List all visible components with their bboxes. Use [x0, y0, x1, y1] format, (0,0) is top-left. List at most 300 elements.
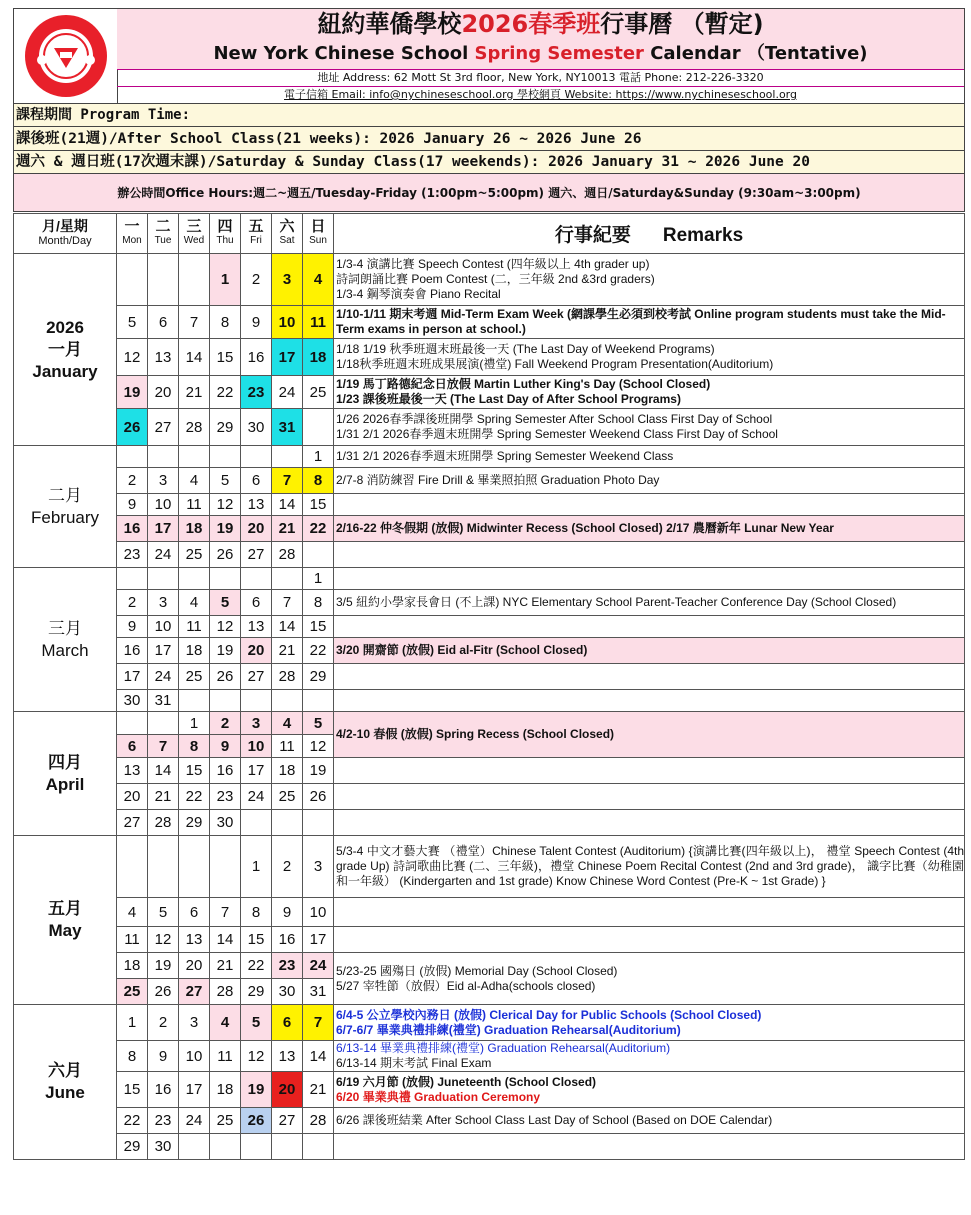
day-cell: 27: [241, 664, 272, 690]
day-cell: 15: [303, 494, 334, 516]
day-cell: 10: [148, 494, 179, 516]
day-cell: [210, 690, 241, 712]
weekday-cn: 五: [248, 217, 264, 235]
week-row: [14, 376, 965, 409]
day-cell: 19: [210, 638, 241, 664]
day-cell: 31: [303, 979, 334, 1005]
remark-line: 1/3-4 演講比賽 Speech Contest (四年級以上 4th grader up): [336, 257, 650, 271]
day-cell: 3: [148, 590, 179, 616]
week-row: [14, 306, 965, 339]
day-cell: 9: [117, 616, 148, 638]
day-cell: 20: [148, 376, 179, 409]
week-row: [14, 1108, 965, 1134]
day-cell: 13: [241, 616, 272, 638]
day-cell: 13: [272, 1041, 303, 1072]
day-cell: 8: [117, 1041, 148, 1072]
week-row: [14, 254, 965, 306]
weekday-header: [210, 214, 241, 254]
day-cell: 30: [241, 409, 272, 446]
day-cell: 17: [303, 927, 334, 953]
week-row: [14, 664, 965, 690]
day-cell: [148, 254, 179, 306]
day-cell: 18: [179, 638, 210, 664]
day-cell: [241, 690, 272, 712]
month-cell: [14, 1005, 117, 1160]
week-row: [14, 836, 965, 898]
day-cell: 7: [272, 590, 303, 616]
email-website-line: 電子信箱 Email: info@nychineseschool.org 學校網頁 Website: https://www.nychineseschool.org: [284, 88, 797, 101]
remark-line: 2/7-8 消防練習 Fire Drill & 畢業照拍照 Graduation Photo Day: [336, 473, 660, 487]
day-cell: 12: [148, 927, 179, 953]
week-row: [14, 590, 965, 616]
day-cell: 7: [148, 735, 179, 758]
weekday-cn: 日: [310, 217, 326, 235]
day-cell: 8: [179, 735, 210, 758]
remarks-cell: [334, 494, 965, 516]
day-cell: 6: [148, 306, 179, 339]
day-cell: 10: [272, 306, 303, 339]
day-cell: [117, 836, 148, 898]
day-cell: 30: [148, 1134, 179, 1160]
day-cell: 22: [210, 376, 241, 409]
day-cell: [148, 568, 179, 590]
day-cell: 28: [210, 979, 241, 1005]
weekday-header: [179, 214, 210, 254]
day-cell: 1: [303, 568, 334, 590]
month-name-cn: 一月: [48, 339, 82, 359]
remarks-cell: [334, 712, 965, 758]
day-cell: 10: [179, 1041, 210, 1072]
day-cell: [210, 446, 241, 468]
day-cell: 17: [272, 339, 303, 376]
calendar-table: [13, 213, 965, 1160]
weekday-header: [272, 214, 303, 254]
weekday-en: Fri: [250, 234, 262, 246]
remarks-cell: [334, 784, 965, 810]
day-cell: 23: [210, 784, 241, 810]
day-cell: 6: [241, 468, 272, 494]
day-cell: 5: [210, 468, 241, 494]
day-cell: 15: [117, 1072, 148, 1108]
day-cell: 16: [148, 1072, 179, 1108]
month-name-en: March: [41, 640, 89, 660]
day-cell: [272, 446, 303, 468]
day-cell: [179, 446, 210, 468]
month-cell: [14, 712, 117, 836]
day-cell: 22: [179, 784, 210, 810]
day-cell: 30: [210, 810, 241, 836]
month-header-cn: 月/星期: [42, 217, 88, 234]
remarks-cell: [334, 1108, 965, 1134]
month-name-cn: 二月: [48, 485, 82, 505]
remarks-cell: [334, 664, 965, 690]
day-cell: 8: [241, 898, 272, 927]
day-cell: [272, 1134, 303, 1160]
remarks-cell: [334, 898, 965, 927]
day-cell: 21: [148, 784, 179, 810]
day-cell: 19: [210, 516, 241, 542]
day-cell: 19: [117, 376, 148, 409]
day-cell: 16: [210, 758, 241, 784]
remark-line: 1/26 2026春季課後班開學 Spring Semester After School Class First Day of School: [336, 412, 773, 426]
week-row: [14, 409, 965, 446]
month-cell: [14, 836, 117, 1005]
day-cell: 9: [272, 898, 303, 927]
weekday-header: [303, 214, 334, 254]
office-hours: 辦公時間Office Hours:週二~週五/Tuesday-Friday (1:00pm~5:00pm) 週六、週日/Saturday&Sunday (9:30am~3:00pm): [13, 174, 965, 212]
day-cell: 28: [272, 542, 303, 568]
day-cell: [210, 1134, 241, 1160]
month-name-en: June: [45, 1083, 85, 1102]
day-cell: 3: [241, 712, 272, 735]
day-cell: 29: [241, 979, 272, 1005]
day-cell: 14: [303, 1041, 334, 1072]
weekday-en: Mon: [122, 234, 142, 246]
day-cell: 18: [117, 953, 148, 979]
day-cell: 15: [179, 758, 210, 784]
day-cell: [179, 836, 210, 898]
day-cell: [179, 690, 210, 712]
week-row: [14, 616, 965, 638]
remark-line: 5/23-25 國殤日 (放假) Memorial Day (School Closed): [336, 963, 618, 978]
day-cell: 19: [241, 1072, 272, 1108]
day-cell: 27: [148, 409, 179, 446]
day-cell: 29: [117, 1134, 148, 1160]
day-cell: 20: [179, 953, 210, 979]
day-cell: 12: [210, 494, 241, 516]
remark-line: 1/23 課後班最後一天 (The Last Day of After School Programs): [336, 392, 681, 406]
day-cell: 28: [179, 409, 210, 446]
week-row: [14, 712, 965, 735]
day-cell: 13: [179, 927, 210, 953]
day-cell: 16: [117, 516, 148, 542]
month-name-cn: 五月: [48, 899, 82, 918]
day-cell: 31: [272, 409, 303, 446]
day-cell: 1: [117, 1005, 148, 1041]
remark-line: 6/19 六月節 (放假) Juneteenth (School Closed): [336, 1074, 597, 1089]
day-cell: 9: [210, 735, 241, 758]
day-cell: [241, 810, 272, 836]
day-cell: 21: [210, 953, 241, 979]
remark-line: 1/18秋季班週末班成果展演(禮堂) Fall Weekend Program Presentation(Auditorium): [336, 357, 774, 371]
day-cell: [303, 690, 334, 712]
remarks-header-en: Remarks: [662, 225, 744, 246]
day-cell: 10: [148, 616, 179, 638]
day-cell: 22: [117, 1108, 148, 1134]
day-cell: 4: [179, 590, 210, 616]
day-cell: [210, 836, 241, 898]
remarks-cell: [334, 1005, 965, 1041]
week-row: [14, 953, 965, 979]
remarks-header-cn: 行事紀要: [554, 225, 631, 246]
day-cell: 12: [117, 339, 148, 376]
day-cell: 6: [272, 1005, 303, 1041]
remarks-cell: [334, 409, 965, 446]
weekday-en: Sun: [309, 234, 327, 246]
day-cell: 17: [117, 664, 148, 690]
table-header-row: [14, 214, 965, 254]
weekday-cn: 四: [217, 217, 233, 235]
month-name-en: April: [45, 774, 85, 794]
month-name-en: February: [30, 507, 100, 527]
remarks-cell: [334, 1072, 965, 1108]
remarks-cell: [334, 1134, 965, 1160]
day-cell: [117, 254, 148, 306]
week-row: [14, 568, 965, 590]
day-cell: 3: [179, 1005, 210, 1041]
remark-line: 6/7-6/7 畢業典禮排練(禮堂) Graduation Rehearsal(Auditorium): [336, 1022, 681, 1037]
day-cell: 29: [210, 409, 241, 446]
week-row: [14, 516, 965, 542]
day-cell: 19: [303, 758, 334, 784]
day-cell: 25: [210, 1108, 241, 1134]
remarks-cell: [334, 568, 965, 590]
after-school-dates: 課後班(21週)/After School Class(21 weeks): 2026 January 26 ~ 2026 June 26: [13, 127, 965, 151]
day-cell: 6: [117, 735, 148, 758]
remarks-cell: [334, 836, 965, 898]
remark-line: 詩詞朗誦比賽 Poem Contest (二，三年級 2nd &3rd graders): [336, 272, 655, 286]
week-row: [14, 784, 965, 810]
day-cell: 12: [241, 1041, 272, 1072]
day-cell: 3: [303, 836, 334, 898]
month-header-en: Month/Day: [38, 234, 92, 247]
remarks-cell: [334, 810, 965, 836]
day-cell: 11: [303, 306, 334, 339]
remarks-cell: [334, 953, 965, 1005]
title-chinese: 紐約華僑學校2026春季班行事曆 （暫定): [117, 9, 964, 40]
weekday-header: [241, 214, 272, 254]
day-cell: 28: [303, 1108, 334, 1134]
month-name-en: May: [48, 921, 82, 940]
day-cell: 24: [272, 376, 303, 409]
day-cell: 22: [303, 638, 334, 664]
day-cell: 24: [148, 664, 179, 690]
day-cell: 25: [117, 979, 148, 1005]
day-cell: 6: [241, 590, 272, 616]
month-name-en: January: [32, 361, 98, 381]
remarks-cell: [334, 468, 965, 494]
day-cell: [179, 568, 210, 590]
day-cell: 19: [148, 953, 179, 979]
header-block: [13, 8, 965, 104]
remarks-header: [334, 214, 965, 254]
day-cell: 23: [272, 953, 303, 979]
day-cell: [303, 409, 334, 446]
week-row: [14, 542, 965, 568]
remark-line: 1/19 馬丁路德紀念日放假 Martin Luther King's Day (School Closed): [336, 377, 711, 391]
day-cell: 24: [241, 784, 272, 810]
remark-line: 1/18 1/19 秋季班週末班最後一天 (The Last Day of Weekend Programs): [336, 342, 715, 356]
day-cell: 17: [179, 1072, 210, 1108]
day-cell: 26: [148, 979, 179, 1005]
day-cell: [241, 446, 272, 468]
title-english: New York Chinese School Spring Semester Calendar （Tentative): [117, 39, 964, 70]
day-cell: 2: [117, 468, 148, 494]
remarks-cell: [334, 616, 965, 638]
week-row: [14, 1005, 965, 1041]
day-cell: 14: [179, 339, 210, 376]
day-cell: 7: [179, 306, 210, 339]
day-cell: 14: [148, 758, 179, 784]
weekday-en: Wed: [183, 234, 205, 246]
remarks-cell: [334, 339, 965, 376]
day-cell: 14: [210, 927, 241, 953]
day-cell: 30: [272, 979, 303, 1005]
day-cell: 2: [241, 254, 272, 306]
day-cell: 14: [272, 616, 303, 638]
week-row: [14, 690, 965, 712]
day-cell: 2: [117, 590, 148, 616]
day-cell: 22: [241, 953, 272, 979]
remarks-cell: [334, 306, 965, 339]
remark-line: 3/5 紐約小學家長會日 (不上課) NYC Elementary School Parent-Teacher Conference Day (School Closed): [336, 595, 897, 609]
school-logo: [14, 9, 118, 103]
day-cell: 28: [148, 810, 179, 836]
day-cell: 21: [272, 516, 303, 542]
remarks-cell: [334, 1041, 965, 1072]
day-cell: 14: [272, 494, 303, 516]
remarks-cell: [334, 590, 965, 616]
day-cell: 16: [272, 927, 303, 953]
remarks-cell: [334, 516, 965, 542]
day-cell: [241, 1134, 272, 1160]
day-cell: 21: [272, 638, 303, 664]
day-cell: 5: [210, 590, 241, 616]
day-cell: 26: [303, 784, 334, 810]
day-cell: [179, 254, 210, 306]
remark-line: 1/31 2/1 2026春季週末班開學 Spring Semester Weekend Class First Day of School: [336, 427, 778, 441]
remarks-cell: [334, 254, 965, 306]
day-cell: 21: [179, 376, 210, 409]
school-logo-icon: [20, 12, 112, 100]
month-cell: [14, 254, 117, 446]
day-cell: 3: [272, 254, 303, 306]
day-cell: 11: [117, 927, 148, 953]
day-cell: 7: [272, 468, 303, 494]
day-cell: [148, 446, 179, 468]
remark-line: 4/2-10 春假 (放假) Spring Recess (School Closed): [336, 727, 615, 741]
day-cell: [272, 810, 303, 836]
day-cell: 15: [303, 616, 334, 638]
day-cell: 17: [148, 516, 179, 542]
address-line: 地址 Address: 62 Mott St 3rd floor, New York, NY10013 電話 Phone: 212-226-3320: [117, 69, 964, 87]
remarks-cell: [334, 638, 965, 664]
day-cell: 12: [210, 616, 241, 638]
day-cell: [117, 446, 148, 468]
day-cell: 26: [210, 542, 241, 568]
remark-line: 6/13-14 畢業典禮排練(禮堂) Graduation Rehearsal(Auditorium): [336, 1041, 671, 1055]
remarks-cell: [334, 690, 965, 712]
remarks-cell: [334, 376, 965, 409]
month-name-cn: 六月: [48, 1061, 82, 1080]
weekday-cn: 三: [186, 217, 202, 235]
day-cell: 4: [303, 254, 334, 306]
weekend-dates: 週六 & 週日班(17次週末課)/Saturday & Sunday Class(17 weekends): 2026 January 31 ~ 2026 June 20: [13, 151, 965, 174]
day-cell: 28: [272, 664, 303, 690]
day-cell: 21: [303, 1072, 334, 1108]
day-cell: 15: [241, 927, 272, 953]
day-cell: 1: [179, 712, 210, 735]
day-cell: 10: [241, 735, 272, 758]
day-cell: 5: [117, 306, 148, 339]
day-cell: 17: [148, 638, 179, 664]
day-cell: 10: [303, 898, 334, 927]
day-cell: 23: [148, 1108, 179, 1134]
day-cell: 4: [179, 468, 210, 494]
day-cell: 7: [210, 898, 241, 927]
day-cell: 18: [179, 516, 210, 542]
day-cell: 11: [179, 616, 210, 638]
day-cell: 25: [179, 664, 210, 690]
day-cell: [210, 568, 241, 590]
day-cell: [148, 836, 179, 898]
day-cell: 8: [210, 306, 241, 339]
weekday-en: Tue: [154, 234, 172, 246]
day-cell: 27: [179, 979, 210, 1005]
week-row: [14, 638, 965, 664]
remark-line: 6/26 課後班結業 After School Class Last Day of School (Based on DOE Calendar): [336, 1113, 773, 1127]
week-row: [14, 758, 965, 784]
weekday-en: Thu: [216, 234, 234, 246]
day-cell: 26: [210, 664, 241, 690]
day-cell: 17: [241, 758, 272, 784]
day-cell: 26: [117, 409, 148, 446]
day-cell: 23: [241, 376, 272, 409]
day-cell: 15: [210, 339, 241, 376]
day-cell: 4: [210, 1005, 241, 1041]
day-cell: 13: [117, 758, 148, 784]
remark-line: 6/20 畢業典禮 Graduation Ceremony: [336, 1089, 541, 1104]
day-cell: 11: [210, 1041, 241, 1072]
month-cell: [14, 568, 117, 712]
remark-line: 2/16-22 仲冬假期 (放假) Midwinter Recess (School Closed) 2/17 農曆新年 Lunar New Year: [336, 521, 834, 535]
day-cell: [117, 568, 148, 590]
day-cell: [303, 810, 334, 836]
day-cell: 30: [117, 690, 148, 712]
weekday-cn: 一: [124, 217, 140, 235]
day-cell: 25: [179, 542, 210, 568]
day-cell: 5: [148, 898, 179, 927]
day-cell: 20: [241, 638, 272, 664]
day-cell: 16: [241, 339, 272, 376]
week-row: [14, 1134, 965, 1160]
day-cell: 2: [272, 836, 303, 898]
day-cell: 4: [272, 712, 303, 735]
remark-line: 3/20 開齋節 (放假) Eid al-Fitr (School Closed): [336, 643, 588, 657]
remark-line: 6/4-5 公立學校內務日 (放假) Clerical Day for Public Schools (School Closed): [336, 1007, 762, 1022]
week-row: [14, 1041, 965, 1072]
weekday-cn: 二: [155, 217, 171, 235]
day-cell: [272, 568, 303, 590]
remarks-cell: [334, 542, 965, 568]
remark-line: 1/3-4 鋼琴演奏會 Piano Recital: [336, 287, 501, 301]
day-cell: 9: [117, 494, 148, 516]
day-cell: 8: [303, 468, 334, 494]
day-cell: 5: [303, 712, 334, 735]
weekday-header: [117, 214, 148, 254]
day-cell: 25: [272, 784, 303, 810]
day-cell: 26: [241, 1108, 272, 1134]
day-cell: 1: [241, 836, 272, 898]
day-cell: 1: [303, 446, 334, 468]
week-row: [14, 927, 965, 953]
day-cell: 18: [272, 758, 303, 784]
remark-line: 1/10-1/11 期末考週 Mid-Term Exam Week (網課學生必須到校考試 Online program students must take the Mid-Term exams in person at school.): [336, 307, 946, 336]
month-cell: [14, 446, 117, 568]
weekday-cn: 六: [279, 217, 295, 235]
day-cell: [241, 568, 272, 590]
week-row: [14, 339, 965, 376]
